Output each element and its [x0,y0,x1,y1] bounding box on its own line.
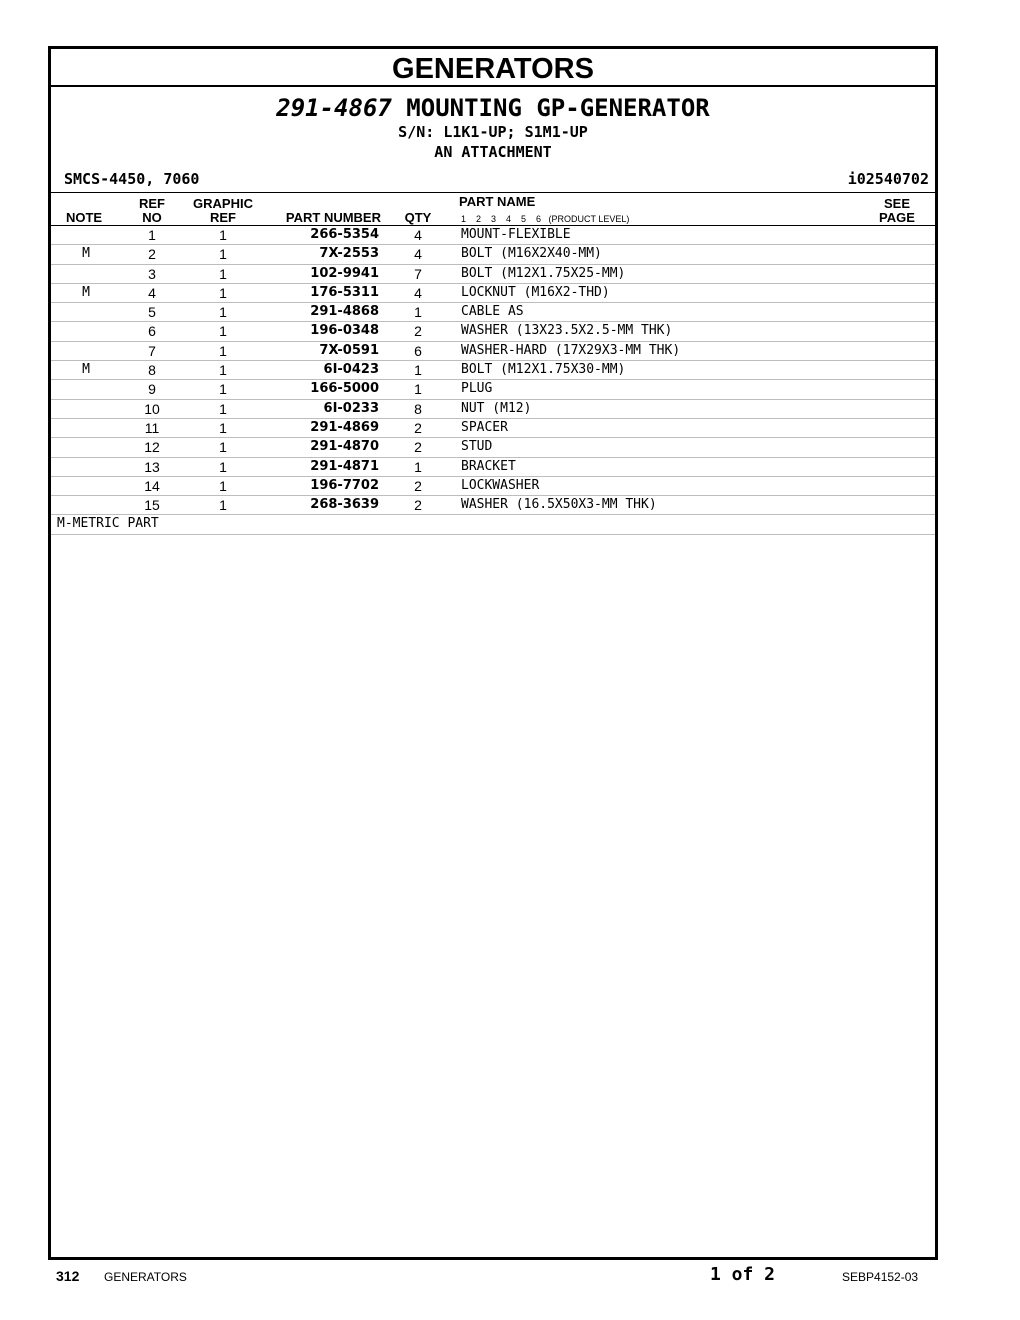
part-number-cell: 266-5354 [310,227,379,242]
col-see-top: SEE [883,196,910,211]
col-part-number: PART NUMBER [285,210,381,225]
col-ref-bottom: NO [142,210,162,225]
part-name-cell: PLUG [461,381,493,397]
table-row [51,477,935,496]
graphic-ref-cell: 1 [219,265,227,282]
qty-cell: 8 [414,400,422,417]
qty-cell: 1 [414,304,422,321]
col-part-name: PART NAME [459,194,536,209]
ref-no-cell: 8 [148,362,156,379]
part-name-cell: BRACKET [461,458,516,474]
graphic-ref-cell: 1 [219,497,227,514]
graphic-ref-cell: 1 [219,304,227,321]
table-row [51,303,935,322]
col-product-levels: 1 2 3 4 5 6 (PRODUCT LEVEL) [461,214,630,224]
table-row [51,342,935,361]
table-row [51,380,935,399]
qty-cell: 4 [414,246,422,263]
part-name-cell: SPACER [461,419,508,435]
col-note: NOTE [65,210,103,225]
part-number-cell: 291-4868 [310,304,379,320]
ref-no-cell: 15 [144,497,160,514]
part-number-cell: 291-4869 [310,419,379,435]
col-graphic-bottom: REF [210,210,236,225]
table-row [51,245,935,264]
part-name-cell: LOCKWASHER [461,477,540,493]
ref-no-cell: 6 [148,323,156,340]
qty-cell: 2 [414,439,422,456]
graphic-ref-cell: 1 [219,227,227,243]
table-row [51,265,935,284]
part-name-cell: BOLT (M12X1.75X30-MM) [461,362,626,378]
qty-cell: 2 [414,323,422,340]
graphic-ref-cell: 1 [219,246,227,263]
metric-footnote: M-METRIC PART [57,516,159,532]
footer-section: GENERATORS [104,1270,187,1284]
part-number-cell: 7X-0591 [319,342,379,358]
col-graphic-top: GRAPHIC [193,196,253,211]
part-name-cell: WASHER-HARD (17X29X3-MM THK) [461,342,681,358]
ref-no-cell: 12 [144,439,160,456]
graphic-ref-cell: 1 [219,342,227,359]
note-cell: M [82,246,90,262]
group-type: AN ATTACHMENT [434,143,552,161]
ref-no-cell: 1 [148,227,156,243]
graphic-ref-cell: 1 [219,323,227,340]
ref-no-cell: 2 [148,246,156,263]
footnote-row [51,515,935,534]
graphic-ref-cell: 1 [219,439,227,456]
part-number-cell: 6I-0423 [323,362,379,378]
table-row [51,400,935,419]
graphic-ref-cell: 1 [219,458,227,475]
ref-no-cell: 13 [144,458,160,475]
section-title: GENERATORS [51,49,935,87]
part-number-cell: 176-5311 [310,284,379,300]
qty-cell: 4 [414,227,422,243]
illustration-id: i02540702 [847,170,929,188]
table-row [51,226,935,245]
qty-cell: 7 [414,265,422,282]
graphic-ref-cell: 1 [219,419,227,436]
ref-no-cell: 14 [144,477,160,494]
part-name-cell: STUD [461,439,493,455]
ref-no-cell: 10 [144,400,160,417]
graphic-ref-cell: 1 [219,477,227,494]
page-frame [48,46,938,1260]
qty-cell: 2 [414,497,422,514]
table-row [51,284,935,303]
serial-range: S/N: L1K1-UP; S1M1-UP [398,123,588,141]
part-name-cell: MOUNT-FLEXIBLE [461,227,571,242]
graphic-ref-cell: 1 [219,362,227,379]
part-number-cell: 291-4870 [310,439,379,455]
parts-table [51,226,935,535]
ref-no-cell: 9 [148,381,156,398]
graphic-ref-cell: 1 [219,400,227,417]
qty-cell: 4 [414,284,422,301]
smcs-code: SMCS-4450, 7060 [64,170,200,188]
col-qty: QTY [404,210,432,225]
part-name-cell: CABLE AS [461,304,524,320]
qty-cell: 1 [414,458,422,475]
ref-no-cell: 5 [148,304,156,321]
graphic-ref-cell: 1 [219,284,227,301]
part-name-cell: WASHER (16.5X50X3-MM THK) [461,497,657,513]
qty-cell: 6 [414,342,422,359]
document-id: SEBP4152-03 [842,1270,919,1284]
part-name-cell: LOCKNUT (M16X2-THD) [461,284,610,300]
page-number: 312 [56,1268,80,1284]
table-row [51,496,935,515]
part-name-cell: NUT (M12) [461,400,532,416]
page-of: 1 of 2 [710,1264,776,1285]
part-name-cell: WASHER (13X23.5X2.5-MM THK) [461,323,673,339]
group-number: 291-4867 [276,94,392,122]
col-see-bottom: PAGE [879,210,915,225]
part-number-cell: 6I-0233 [323,400,379,416]
ref-no-cell: 4 [148,284,156,301]
ref-no-cell: 7 [148,342,156,359]
table-row [51,322,935,341]
part-number-cell: 291-4871 [310,458,379,474]
table-row [51,458,935,477]
part-name-cell: BOLT (M16X2X40-MM) [461,246,602,262]
table-row [51,438,935,457]
part-number-cell: 196-0348 [310,323,379,339]
group-name: MOUNTING GP-GENERATOR [406,94,710,122]
table-row [51,361,935,380]
note-cell: M [82,362,90,378]
qty-cell: 1 [414,381,422,398]
part-number-cell: 196-7702 [310,477,379,493]
ref-no-cell: 11 [144,419,160,436]
part-number-cell: 268-3639 [310,497,379,513]
col-ref-top: REF [139,196,165,211]
graphic-ref-cell: 1 [219,381,227,398]
part-name-cell: BOLT (M12X1.75X25-MM) [461,265,626,281]
part-number-cell: 7X-2553 [319,246,379,262]
note-cell: M [82,284,90,300]
qty-cell: 2 [414,477,422,494]
part-number-cell: 166-5000 [310,381,379,397]
part-number-cell: 102-9941 [310,265,379,281]
header-top-rule [51,192,935,193]
qty-cell: 1 [414,362,422,379]
table-row [51,419,935,438]
group-title [51,93,935,123]
ref-no-cell: 3 [148,265,156,282]
qty-cell: 2 [414,419,422,436]
